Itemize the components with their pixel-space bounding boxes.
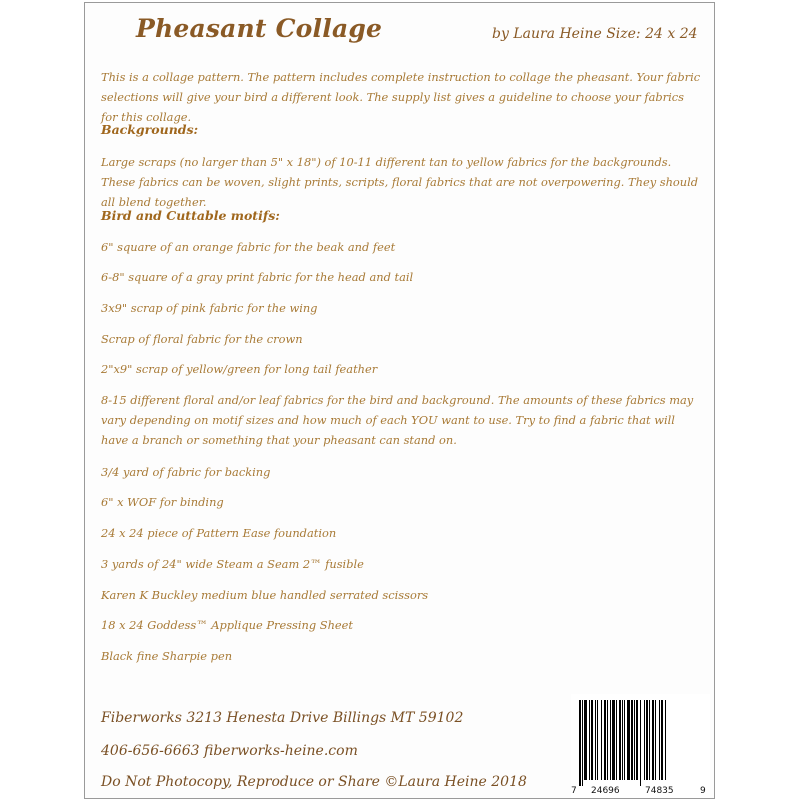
barcode-bar xyxy=(597,700,598,780)
barcode-bar xyxy=(601,700,602,780)
footer-contact: 406-656-6663 fiberworks-heine.com xyxy=(101,743,358,759)
supply-item: Black fine Sharpie pen xyxy=(101,649,233,663)
barcode-bar xyxy=(622,700,623,780)
upc-barcode xyxy=(571,694,710,799)
barcode-bar xyxy=(589,700,590,780)
supply-item: 6" square of an orange fabric for the beak and feet xyxy=(101,240,396,254)
barcode-bar xyxy=(612,700,615,780)
supply-item: Karen K Buckley medium blue handled serrated scissors xyxy=(101,588,429,602)
barcode-digit: 74835 xyxy=(645,786,674,796)
barcode-digit: 9 xyxy=(700,786,706,796)
barcode-bar xyxy=(652,700,654,780)
barcode-bars xyxy=(577,700,704,786)
barcode-bar xyxy=(610,700,611,780)
barcode-bar xyxy=(636,700,638,780)
supply-item: 3/4 yard of fabric for backing xyxy=(101,465,271,479)
page-title: Pheasant Collage xyxy=(136,14,383,43)
barcode-bar xyxy=(591,700,593,780)
barcode-bar xyxy=(665,700,666,780)
author-size-line: by Laura Heine Size: 24 x 24 xyxy=(492,26,698,42)
barcode-bar xyxy=(644,700,645,780)
barcode-bar xyxy=(624,700,625,780)
supply-item: 2"x9" scrap of yellow/green for long tail feather xyxy=(101,362,378,376)
barcode-bar xyxy=(579,700,581,786)
backgrounds-paragraph: Large scraps (no larger than 5" x 18") of 10-11 different tan to yellow fabrics for the backgrounds. These fabrics can be woven, slight prints, scripts, floral fabrics that are not overpowering. They should all blend together. xyxy=(101,155,699,209)
barcode-bar xyxy=(661,700,663,780)
barcode-bar xyxy=(584,700,587,780)
barcode-bar xyxy=(634,700,635,780)
footer-address: Fiberworks 3213 Henesta Drive Billings MT 59102 xyxy=(101,710,464,726)
supply-item: 6-8" square of a gray print fabric for the head and tail xyxy=(101,270,414,284)
barcode-bar xyxy=(655,700,656,780)
supply-item: 8-15 different floral and/or leaf fabrics for the bird and background. The amounts of these fabrics may vary depending on motif sizes and how much of each YOU want to use. Try to find a fabric that will have a branch or something that your pheasant can stand on. xyxy=(101,393,694,447)
barcode-digit: 7 xyxy=(571,786,577,796)
barcode-bar xyxy=(604,700,606,780)
motifs-heading: Bird and Cuttable motifs: xyxy=(101,208,280,223)
supply-item: 6" x WOF for binding xyxy=(101,495,224,509)
footer-copyright: Do Not Photocopy, Reproduce or Share ©Laura Heine 2018 xyxy=(101,774,527,790)
supply-item: 24 x 24 piece of Pattern Ease foundation xyxy=(101,526,337,540)
supply-item: Scrap of floral fabric for the crown xyxy=(101,332,303,346)
barcode-bar xyxy=(619,700,621,780)
barcode-bar xyxy=(659,700,660,780)
pattern-page xyxy=(84,2,715,799)
intro-paragraph: This is a collage pattern. The pattern includes complete instruction to collage the pheasant. Your fabric selections will give your bird a different look. The supply list gives a guideline to choose your fabrics for this collage. xyxy=(101,70,701,124)
supply-item: 18 x 24 Goddess™ Applique Pressing Sheet xyxy=(101,618,353,632)
barcode-bar xyxy=(646,700,648,780)
supply-item: 3x9" scrap of pink fabric for the wing xyxy=(101,301,318,315)
barcode-bar xyxy=(631,700,633,780)
barcode-bar xyxy=(595,700,596,780)
barcode-bar xyxy=(627,700,630,780)
barcode-bar xyxy=(616,700,617,780)
backgrounds-heading: Backgrounds: xyxy=(101,122,199,137)
barcode-bar xyxy=(607,700,608,780)
barcode-bar xyxy=(640,700,641,786)
barcode-bar xyxy=(649,700,650,780)
barcode-digit: 24696 xyxy=(591,786,620,796)
supply-item: 3 yards of 24" wide Steam a Seam 2™ fusible xyxy=(101,557,364,571)
barcode-bar xyxy=(582,700,583,786)
